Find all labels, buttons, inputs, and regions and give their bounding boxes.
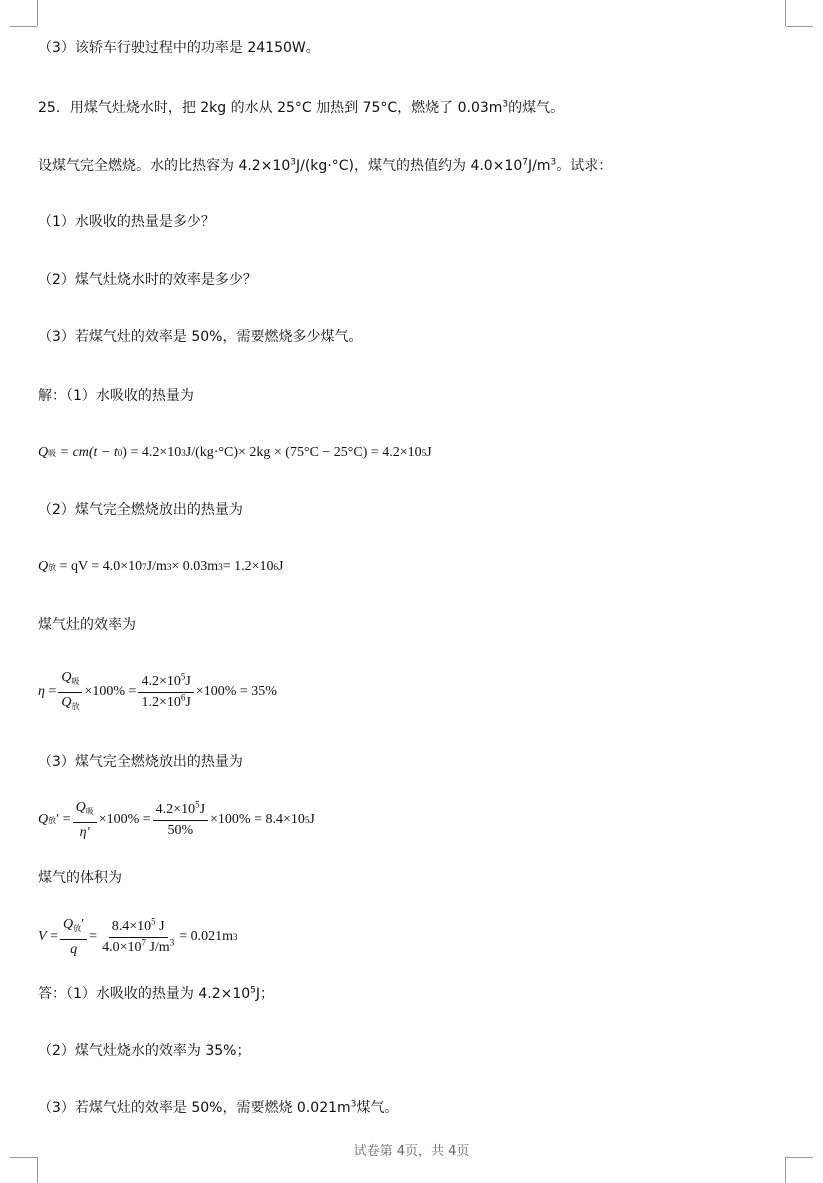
answer-3-end: 煤气。 [356,1100,399,1116]
crop-mark-top-left-v [37,0,38,26]
fraction-numerator [73,799,97,823]
answer-1 [38,984,274,1004]
ask-3: （3）若煤气灶的效率是 50%，需要燃烧多少煤气。 [38,329,363,345]
answer-3 [38,1098,398,1118]
fraction-denominator: η′ [79,824,90,840]
times-100-equals: ×100% = [84,684,137,699]
fraction-denominator [138,693,193,712]
equals-sign: = [48,684,57,699]
fraction-values [138,670,193,712]
symbol-Q: Q [38,812,49,827]
exp-6: 6 [180,691,186,702]
formula-2-part-d: = 1.2×10 [222,559,274,574]
fraction-values [153,798,208,840]
exp-3: 3 [290,157,296,168]
crop-mark-top-left-h [10,26,37,27]
formula-volume: V = $\frac{Q_放'}{q}$ = $\frac{8.4\times 10^5 J}{4.0\times 10^7 J/m^3}$ = 0.021m 3 [38,915,238,957]
prime-mark: ′ [81,916,85,932]
answer-3-text: （3）若煤气灶的效率是 50%，需要燃烧 0.021m [38,1100,351,1116]
fraction-denominator: q [70,941,78,957]
ask-1: （1）水吸收的热量是多少？ [38,214,215,230]
answer-1-unit: J； [255,986,275,1002]
given-text-b: J/(kg·°C)，煤气的热值约为 4.0×10 [296,158,523,174]
formula-1-part-b: ) = 4.2×10 [122,445,182,460]
exp-3: 3 [502,99,509,110]
symbol-V: V [38,929,47,944]
unit-text: J/m [145,939,170,955]
exp-3: 3 [550,157,557,168]
equals-sign: = [62,812,71,827]
symbol-Q: Q [75,799,86,815]
formula-heat-absorbed: Q 吸 = cm(t − t 0 ) = 4.2×10 3 J/(kg·°C)× 2kg × (75°C − 25°C) = 4.2×10 5 J [38,445,432,460]
formula-1-part-c: J/(kg·°C)× 2kg × (75°C − 25°C) = 4.2×10 [185,445,422,460]
fraction-numerator [109,915,168,938]
efficiency-result: ×100% = 35% [195,684,277,699]
symbol-eta: η [38,684,45,699]
fraction-denominator [99,938,177,957]
value-text: 1.2×10 [141,694,181,710]
solution-step-3: （3）煤气完全燃烧放出的热量为 [38,754,243,770]
subscript-xi: 吸 [71,676,80,686]
page-footer: 试卷第 4页，共 4页 [353,1144,470,1159]
exp-5: 5 [180,670,186,681]
volume-result: = 0.021m [179,929,233,944]
equals-sign: = [50,929,58,944]
symbol-Q: Q [38,445,49,460]
exp-7: 7 [522,157,528,168]
crop-mark-bottom-left-v [37,1157,38,1183]
formula-2-part-c: × 0.03m [171,559,219,574]
value-text: 4.2×10 [155,801,196,817]
unit-text: J [185,694,191,710]
given-text-c: J/m [527,158,551,174]
answer-line-3-prev: （3）该轿车行驶过程中的功率是 24150W。 [38,40,320,56]
fraction-numerator [138,670,193,693]
subscript-xi: 吸 [85,806,94,816]
unit-text: J [155,918,165,934]
fraction-numerator [58,669,82,693]
exp-5: 5 [250,985,256,996]
question-25-stem [38,98,564,118]
exp-3: 3 [350,1099,357,1110]
unit-text: J [199,801,206,817]
symbol-Q: Q [38,559,49,574]
given-conditions [38,156,612,176]
exp-3: 3 [169,936,175,947]
equals-sign: = [89,929,98,944]
formula-2-part-a: = qV = 4.0×10 [59,559,143,574]
answer-2: （2）煤气灶烧水的效率为 35%； [38,1043,251,1059]
exp-5: 5 [195,798,200,809]
value-text: 8.4×10 [111,918,152,934]
symbol-Q: Q [62,916,74,932]
fraction-q-ratio [58,669,82,716]
times-100-equals: ×100% = [98,812,151,827]
solution-step-1: 解：（1）水吸收的热量为 [38,388,194,404]
unit-text: J [309,812,315,827]
formula-2-part-b: J/m [146,559,167,574]
fraction-numerator [153,798,208,821]
required-heat-result: ×100% = 8.4×10 [210,812,305,827]
symbol-Q: Q [61,669,72,685]
formula-required-heat: Q 放 ′ = $\frac{Q_吸}{\eta'}$ ×100% = $\frac{4.2\times 10^5J}{50\%}$ ×100% = 8.4×10 5 J [38,798,315,840]
subscript-fang: 放 [48,562,57,572]
symbol-Q: Q [61,694,72,710]
question-25-text-end: 的煤气。 [508,100,565,116]
prime-mark: ′ [56,812,60,827]
formula-1-part-d: J [426,445,432,460]
volume-heading: 煤气的体积为 [38,870,122,886]
given-text-a: 设煤气完全燃烧。水的比热容为 4.2×10 [38,158,291,174]
fraction-q-over-q [60,916,87,959]
subscript-fang: 放 [73,923,82,933]
fraction-q-over-eta [73,799,97,842]
subscript-fang: 放 [71,701,80,711]
given-text-d: 。试求： [556,158,613,174]
crop-mark-top-right-v [785,0,786,26]
value-text: 4.2×10 [141,673,181,689]
formula-efficiency [38,670,277,714]
formula-2-part-e: J [278,559,284,574]
ask-2: （2）煤气灶烧水时的效率是多少？ [38,272,257,288]
formula-heat-released: Q 放 = qV = 4.0×10 7 J/m 3 × 0.03m 3 = 1.2×10 6 J [38,559,284,574]
exp-5: 5 [151,915,156,926]
exp-7: 7 [141,936,146,947]
subscript-xi: 吸 [48,448,57,458]
fraction-values [99,915,177,957]
fraction-denominator: 50% [167,822,194,838]
solution-step-2: （2）煤气完全燃烧放出的热量为 [38,502,243,518]
crop-mark-top-right-h [786,26,813,27]
answer-1-text: 答：（1）水吸收的热量为 4.2×10 [38,986,251,1002]
formula-1-part-a: = cm(t − t [59,445,118,460]
fraction-numerator [60,916,87,940]
efficiency-heading: 煤气灶的效率为 [38,617,136,633]
question-25-text: 25．用煤气灶烧水时，把 2kg 的水从 25°C 加热到 75°C，燃烧了 0.03m [38,100,503,116]
unit-text: J [185,673,191,689]
value-text: 4.0×10 [102,939,142,955]
crop-mark-bottom-right-v [785,1157,786,1183]
fraction-denominator [58,693,82,716]
subscript-fang: 放 [48,815,57,825]
